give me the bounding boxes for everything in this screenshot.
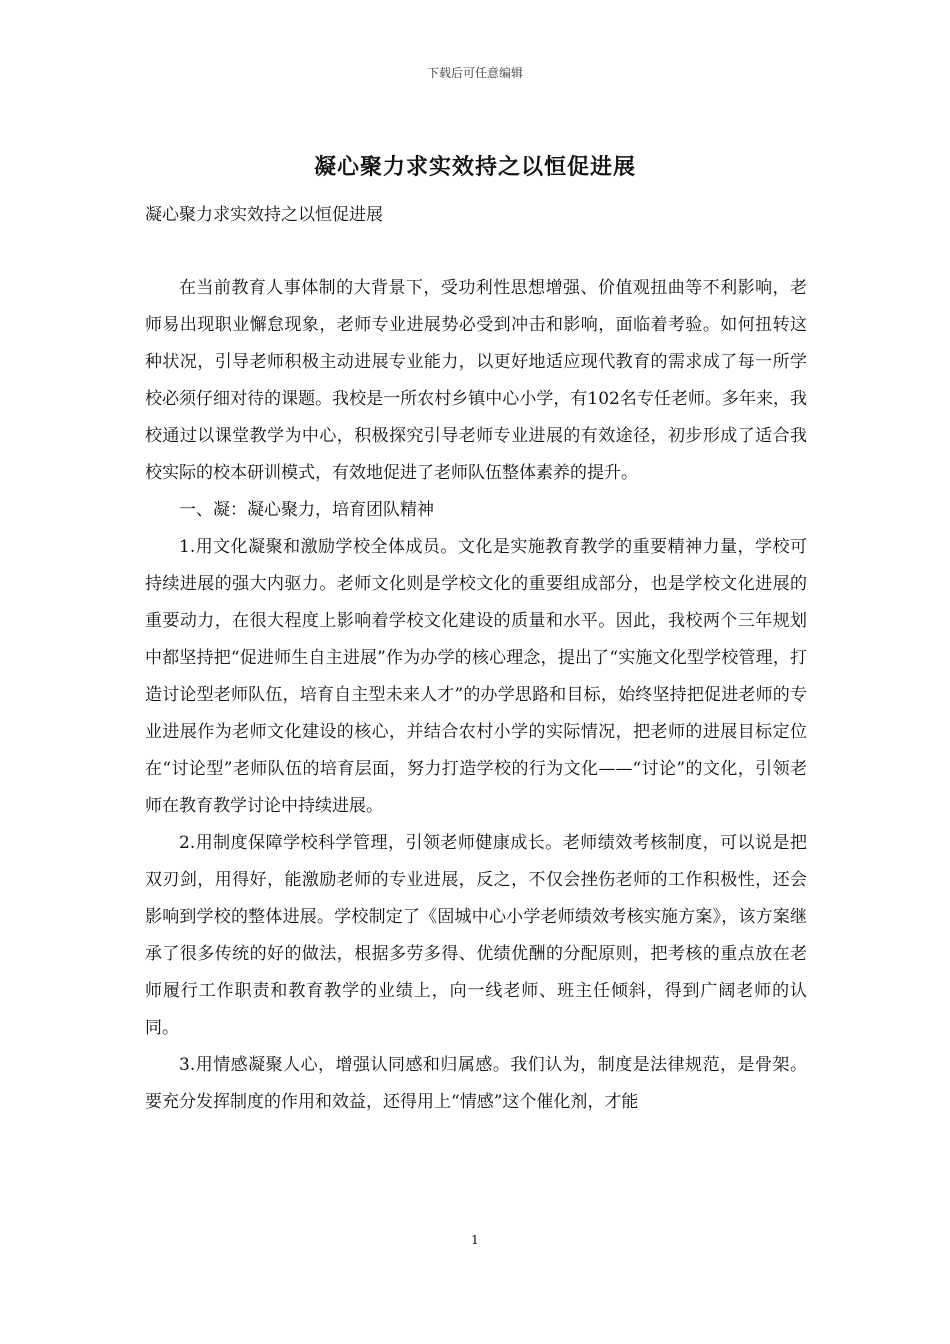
paragraph-intro: 在当前教育人事体制的大背景下，受功利性思想增强、价值观扭曲等不利影响，老师易出现职业懈怠现象，老师专业进展势必受到冲击和影响，面临着考验。如何扭转这种状况，引导老师积极主动进展专业能力，以更好地适应现代教育的需求成了每一所学校必须仔细对待的课题。我校是一所农村乡镇中心小学，有102名专任老师。多年来，我校通过以课堂教学为中心，积极探究引导老师专业进展的有效途径，初步形成了适合我校实际的校本研训模式，有效地促进了老师队伍整体素养的提升。 — [145, 278, 807, 483]
section-heading: 一、凝：凝心聚力，培育团队精神 — [179, 500, 434, 520]
page-number: 1 — [471, 1233, 479, 1247]
document-subtitle: 凝心聚力求实效持之以恒促进展 — [145, 205, 383, 225]
document-title: 凝心聚力求实效持之以恒促进展 — [313, 154, 636, 180]
paragraph-system: 2.用制度保障学校科学管理，引领老师健康成长。老师绩效考核制度，可以说是把双刃剑，用得好，能激励老师的专业进展，反之，不仅会挫伤老师的工作积极性，还会影响到学校的整体进展。学校制定了《固城中心小学老师绩效考核实施方案》，该方案继承了很多传统的好的做法，根据多劳多得、优绩优酬的分配原则，把考核的重点放在老师履行工作职责和教育教学的业绩上，向一线老师、班主任倾斜，得到广阔老师的认同。 — [145, 833, 807, 1038]
paragraph-culture: 1.用文化凝聚和激励学校全体成员。文化是实施教育教学的重要精神力量，学校可持续进展的强大内驱力。老师文化则是学校文化的重要组成部分，也是学校文化进展的重要动力，在很大程度上影响着学校文化建设的质量和水平。因此，我校两个三年规划中都坚持把“促进师生自主进展”作为办学的核心理念，提出了“实施文化型学校管理，打造讨论型老师队伍，培育自主型未来人才”的办学思路和目标，始终坚持把促进老师的专业进展作为老师文化建设的核心，并结合农村小学的实际情况，把老师的进展目标定位在“讨论型”老师队伍的培育层面，努力打造学校的行为文化——“讨论”的文化，引领老师在教育教学讨论中持续进展。 — [145, 537, 807, 816]
paragraph-emotion: 3.用情感凝聚人心，增强认同感和归属感。我们认为，制度是法律规范，是骨架。要充分发挥制度的作用和效益，还得用上“情感”这个催化剂，才能 — [145, 1055, 807, 1112]
document-body — [145, 270, 807, 1121]
header-note: 下载后可任意编辑 — [426, 66, 523, 80]
